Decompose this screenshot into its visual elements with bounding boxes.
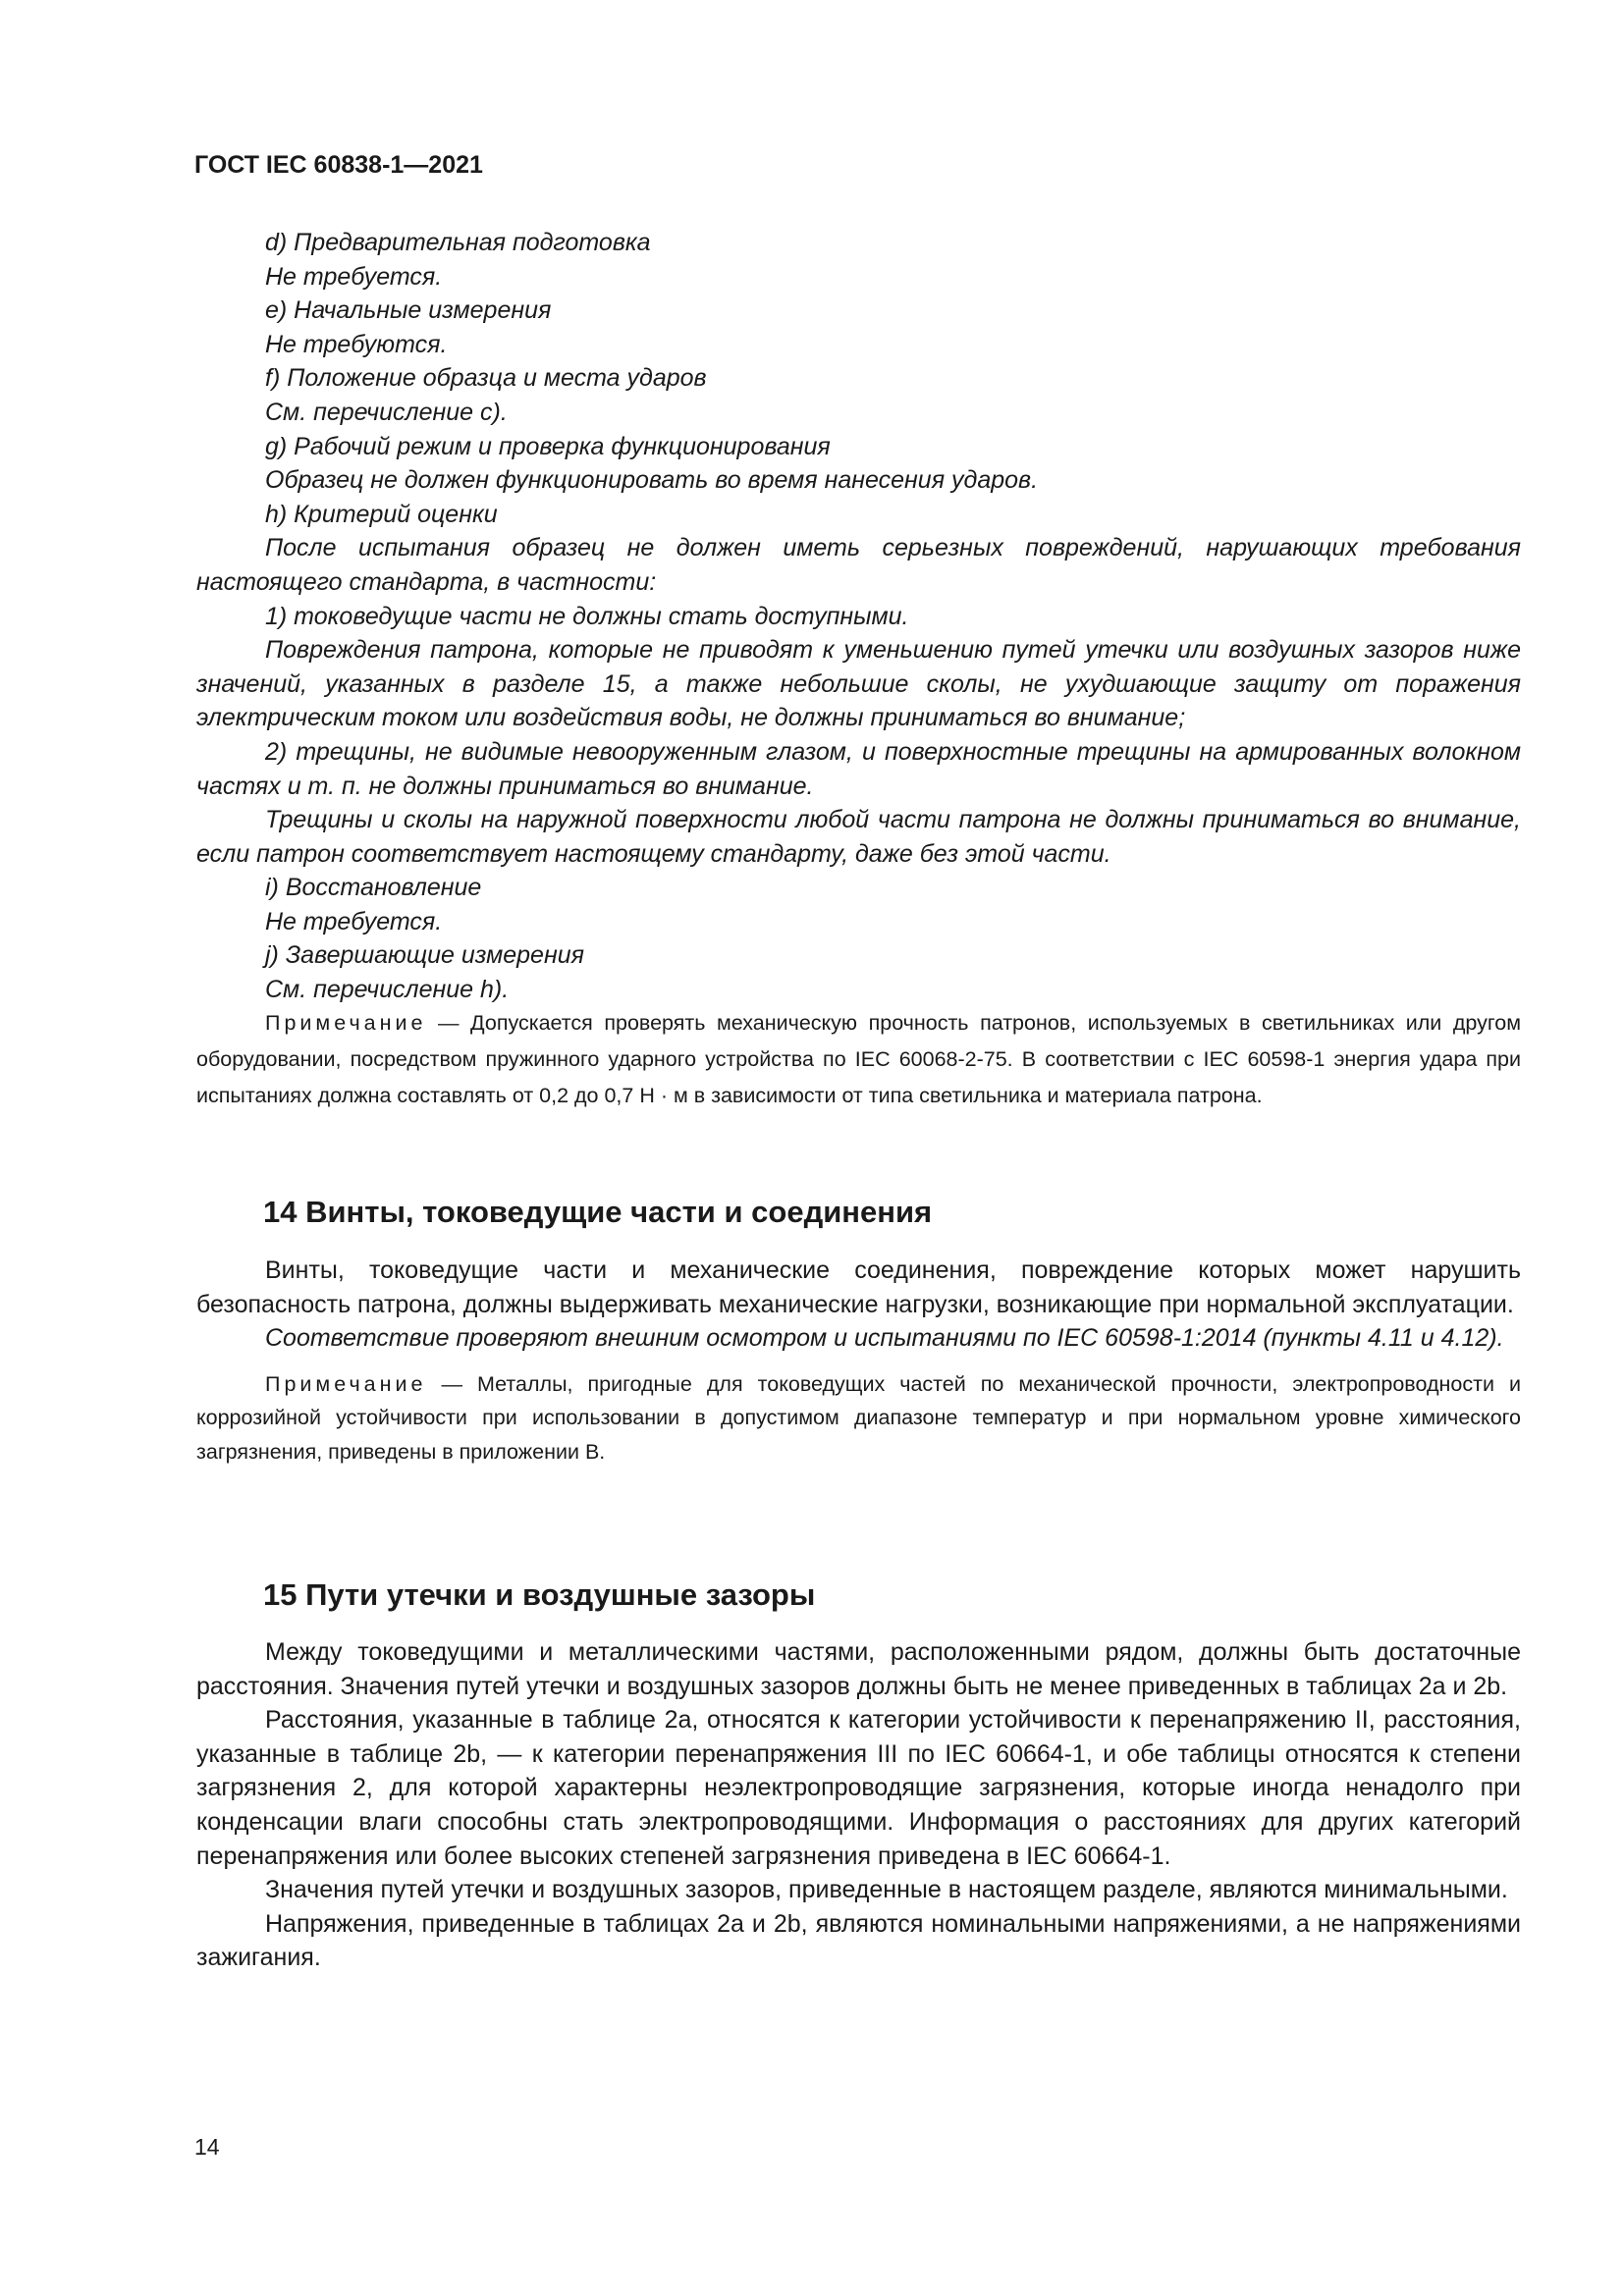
list-item: e) Начальные измерения bbox=[265, 296, 552, 325]
note-text: — Допускается проверять механическую прочность патронов, используемых в светильниках или другом оборудовании, посредством пружинного ударного устройства по IEC 60068-2-75. В соответствии с IEC 60598-1 энергия удара при испытаниях должна составлять от 0,2 до 0,7 Н · м в зависимости от типа светильника и материала патрона. bbox=[196, 1011, 1521, 1107]
list-item: 2) трещины, не видимые невооруженным глазом, и поверхностные трещины на армированных волокном частях и т. п. не должны приниматься во внимание. bbox=[196, 737, 1521, 800]
paragraph: Винты, токоведущие части и механические соединения, повреждение которых может нарушить безопасность патрона, должны выдерживать механические нагрузки, возникающие при нормальной эксплуатации. bbox=[196, 1256, 1521, 1318]
list-item: См. перечисление h). bbox=[265, 976, 510, 1004]
section-14-body bbox=[196, 1254, 1521, 1469]
list-item: Повреждения патрона, которые не приводят к уменьшению путей утечки или воздушных зазоров ниже значений, указанных в разделе 15, а также небольшие сколы, не ухудшающие защиту от поражения электрическим током или воздействия воды, не должны приниматься во внимание; bbox=[196, 636, 1521, 732]
paragraph: Значения путей утечки и воздушных зазоров, приведенные в настоящем разделе, являются минимальными. bbox=[265, 1876, 1508, 1904]
list-item: 1) токоведущие части не должны стать доступными. bbox=[265, 602, 909, 630]
list-item: h) Критерий оценки bbox=[265, 500, 498, 528]
section-15-body bbox=[196, 1635, 1521, 1975]
list-item: j) Завершающие измерения bbox=[265, 941, 584, 970]
list-item: i) Восстановление bbox=[265, 874, 482, 902]
list-item: Образец не должен функционировать во время нанесения ударов. bbox=[265, 466, 1039, 495]
note-label: Примечание bbox=[265, 1011, 427, 1035]
list-item: g) Рабочий режим и проверка функционирования bbox=[265, 432, 831, 460]
section-14-title: 14 Винты, токоведущие части и соединения bbox=[263, 1195, 933, 1229]
list-item: Не требуется. bbox=[265, 262, 443, 291]
list-item: Не требуются. bbox=[265, 330, 448, 358]
note-text: — Металлы, пригодные для токоведущих частей по механической прочности, электропроводности и коррозийной устойчивости при использовании в допустимом диапазоне температур и при нормальном уровне химического загрязнения, приведены в приложении B. bbox=[196, 1371, 1521, 1464]
list-item: После испытания образец не должен иметь серьезных повреждений, нарушающих требования настоящего стандарта, в частности: bbox=[196, 534, 1521, 596]
paragraph: Напряжения, приведенные в таблицах 2a и 2b, являются номинальными напряжениями, а не напряжениями зажигания. bbox=[196, 1909, 1521, 1972]
list-item: Не требуется. bbox=[265, 907, 443, 935]
paragraph: Между токоведущими и металлическими частями, расположенными рядом, должны быть достаточные расстояния. Значения путей утечки и воздушных зазоров должны быть не менее приведенных в таблицах 2a и 2b. bbox=[196, 1638, 1521, 1700]
compliance-paragraph: Соответствие проверяют внешним осмотром и испытаниями по IEC 60598-1:2014 (пункты 4.11 и 4.12). bbox=[265, 1324, 1504, 1353]
note-impact bbox=[196, 1005, 1521, 1114]
section-15-title: 15 Пути утечки и воздушные зазоры bbox=[263, 1577, 816, 1612]
list-item: f) Положение образца и места ударов bbox=[265, 364, 707, 393]
list-item: d) Предварительная подготовка bbox=[265, 229, 651, 256]
list-item: См. перечисление c). bbox=[265, 398, 508, 426]
page-number: 14 bbox=[194, 2134, 220, 2160]
test-procedure-list bbox=[196, 226, 1521, 1007]
paragraph: Расстояния, указанные в таблице 2a, относятся к категории устойчивости к перенапряжению II, расстояния, указанные в таблице 2b, — к категории перенапряжения III по IEC 60664-1, и обе таблицы относятся к степени загрязнения 2, для которой характерны неэлектропроводящие загрязнения, которые иногда ненадолго при конденсации влаги способны стать электропроводящими. Информация о расстояниях для других категорий перенапряжения или более высоких степеней загрязнения приведена в IEC 60664-1. bbox=[196, 1706, 1521, 1870]
list-item: Трещины и сколы на наружной поверхности любой части патрона не должны приниматься во внимание, если патрон соответствует настоящему стандарту, даже без этой части. bbox=[196, 806, 1521, 868]
note-label: Примечание bbox=[265, 1371, 427, 1396]
document-header: ГОСТ IEC 60838-1—2021 bbox=[194, 151, 483, 179]
